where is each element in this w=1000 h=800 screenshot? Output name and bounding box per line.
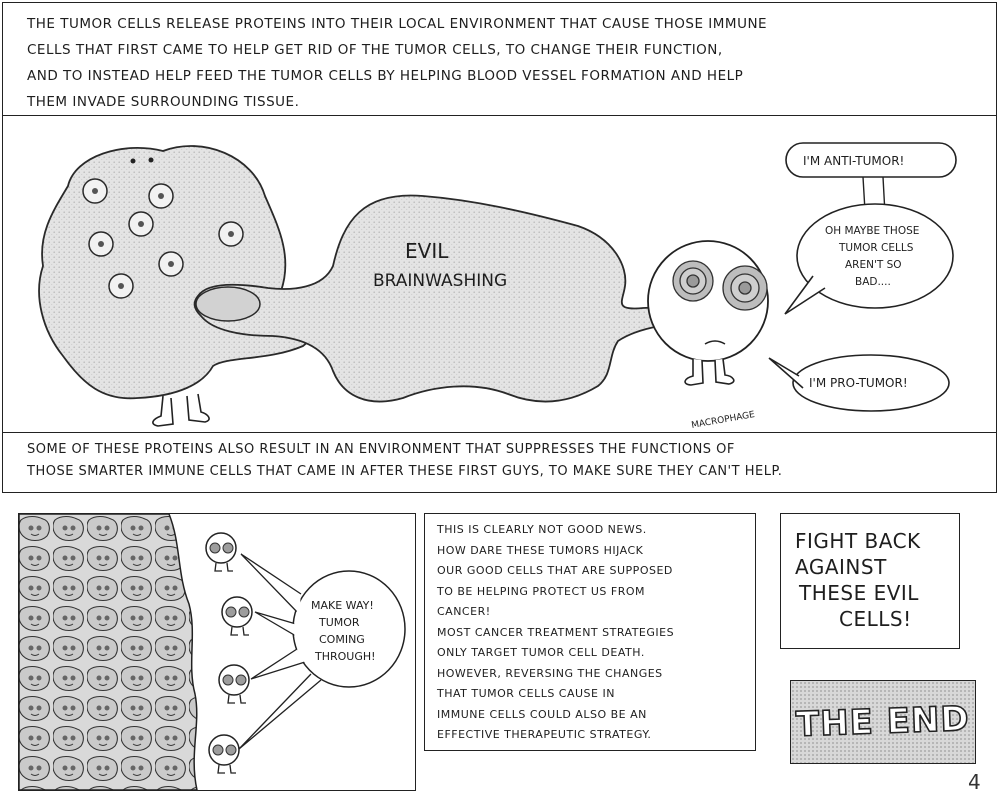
top-caption-panel [2, 2, 997, 116]
small-immune-cell [222, 597, 252, 635]
explanation-line: HOWEVER, REVERSING THE CHANGES [437, 666, 663, 680]
small-immune-cell [209, 735, 239, 773]
speech-line: THROUGH! [315, 650, 376, 663]
explanation-line: IMMUNE CELLS COULD ALSO BE AN [437, 707, 647, 721]
tumor-invasion-illustration [19, 514, 415, 790]
macrophage-leg [685, 359, 703, 385]
tumor-leg [153, 396, 173, 426]
macrophage-swirl-eye [723, 266, 767, 310]
explanation-line: ONLY TARGET TUMOR CELL DEATH. [437, 646, 645, 659]
explanation-line: MOST CANCER TREATMENT STRATEGIES [437, 625, 675, 639]
tumor-mouth-source [196, 287, 260, 321]
middle-caption-panel [2, 432, 997, 493]
the-end-text: THE END [795, 698, 971, 746]
macrophage-leg [715, 359, 734, 384]
explanation-line: EFFECTIVE THERAPEUTIC STRATEGY. [437, 728, 652, 741]
bubble-anti-tumor-text: I'M ANTI-TUMOR! [803, 154, 905, 168]
thought-line: TUMOR CELLS [839, 242, 914, 254]
the-end-box [790, 680, 976, 764]
explanation-text-box [424, 513, 756, 751]
small-immune-cell [219, 665, 249, 703]
speech-bubble-tail [251, 649, 305, 679]
tumor-mass [19, 514, 197, 790]
speech-line: TUMOR [319, 616, 360, 629]
speech-bubble-tail [239, 674, 321, 749]
thought-bubble [797, 204, 953, 308]
explanation-line: HOW DARE THESE TUMORS HIJACK [437, 543, 644, 557]
bubble-pro-tumor-text: I'M PRO-TUMOR! [809, 376, 908, 390]
middle-caption-line: SOME OF THESE PROTEINS ALSO RESULT IN AN ENVIRONMENT THAT SUPPRESSES THE FUNCTIONS OF [27, 442, 735, 457]
middle-caption-line: THOSE SMARTER IMMUNE CELLS THAT CAME IN AFTER THESE FIRST GUYS, TO MAKE SURE THEY CAN'T HELP. [27, 464, 783, 479]
fight-back-box [780, 513, 960, 649]
speech-line: COMING [319, 633, 365, 646]
thought-line: OH MAYBE THOSE [825, 225, 920, 237]
tumor-invasion-panel [18, 513, 416, 791]
macrophage-swirl-eye [673, 261, 713, 301]
fight-back-line: CELLS! [839, 607, 912, 631]
explanation-line: THIS IS CLEARLY NOT GOOD NEWS. [437, 523, 647, 536]
page-number: 4 [968, 770, 981, 794]
fight-back-line: AGAINST [795, 555, 887, 579]
thought-line: AREN'T SO [845, 259, 902, 271]
top-caption-line: AND TO INSTEAD HELP FEED THE TUMOR CELLS BY HELPING BLOOD VESSEL FORMATION AND HELP [27, 68, 744, 84]
top-caption-line: CELLS THAT FIRST CAME TO HELP GET RID OF THE TUMOR CELLS, TO CHANGE THEIR FUNCTION, [27, 42, 723, 58]
cloud-label-brainwashing: BRAINWASHING [373, 271, 508, 291]
macrophage-label: MACROPHAGE [690, 409, 756, 431]
tumor-leg [187, 394, 209, 422]
explanation-line: CANCER! [437, 605, 491, 618]
top-caption-line: THEM INVADE SURROUNDING TISSUE. [27, 94, 300, 110]
tumor-eye [131, 159, 136, 164]
explanation-line: THAT TUMOR CELLS CAUSE IN [437, 687, 615, 700]
fight-back-line: FIGHT BACK [795, 529, 921, 553]
thought-line: BAD.... [855, 276, 891, 288]
speech-line: MAKE WAY! [311, 599, 374, 612]
small-immune-cell [206, 533, 236, 571]
explanation-line: OUR GOOD CELLS THAT ARE SUPPOSED [437, 564, 673, 577]
tumor-eye [149, 158, 154, 163]
explanation-line: TO BE HELPING PROTECT US FROM [437, 584, 645, 598]
fight-back-line: THESE EVIL [799, 581, 919, 605]
speech-bubble-tail [255, 612, 296, 636]
cloud-label-evil: EVIL [405, 239, 449, 263]
top-caption-line: THE TUMOR CELLS RELEASE PROTEINS INTO THEIR LOCAL ENVIRONMENT THAT CAUSE THOSE IMMUNE [27, 16, 768, 32]
